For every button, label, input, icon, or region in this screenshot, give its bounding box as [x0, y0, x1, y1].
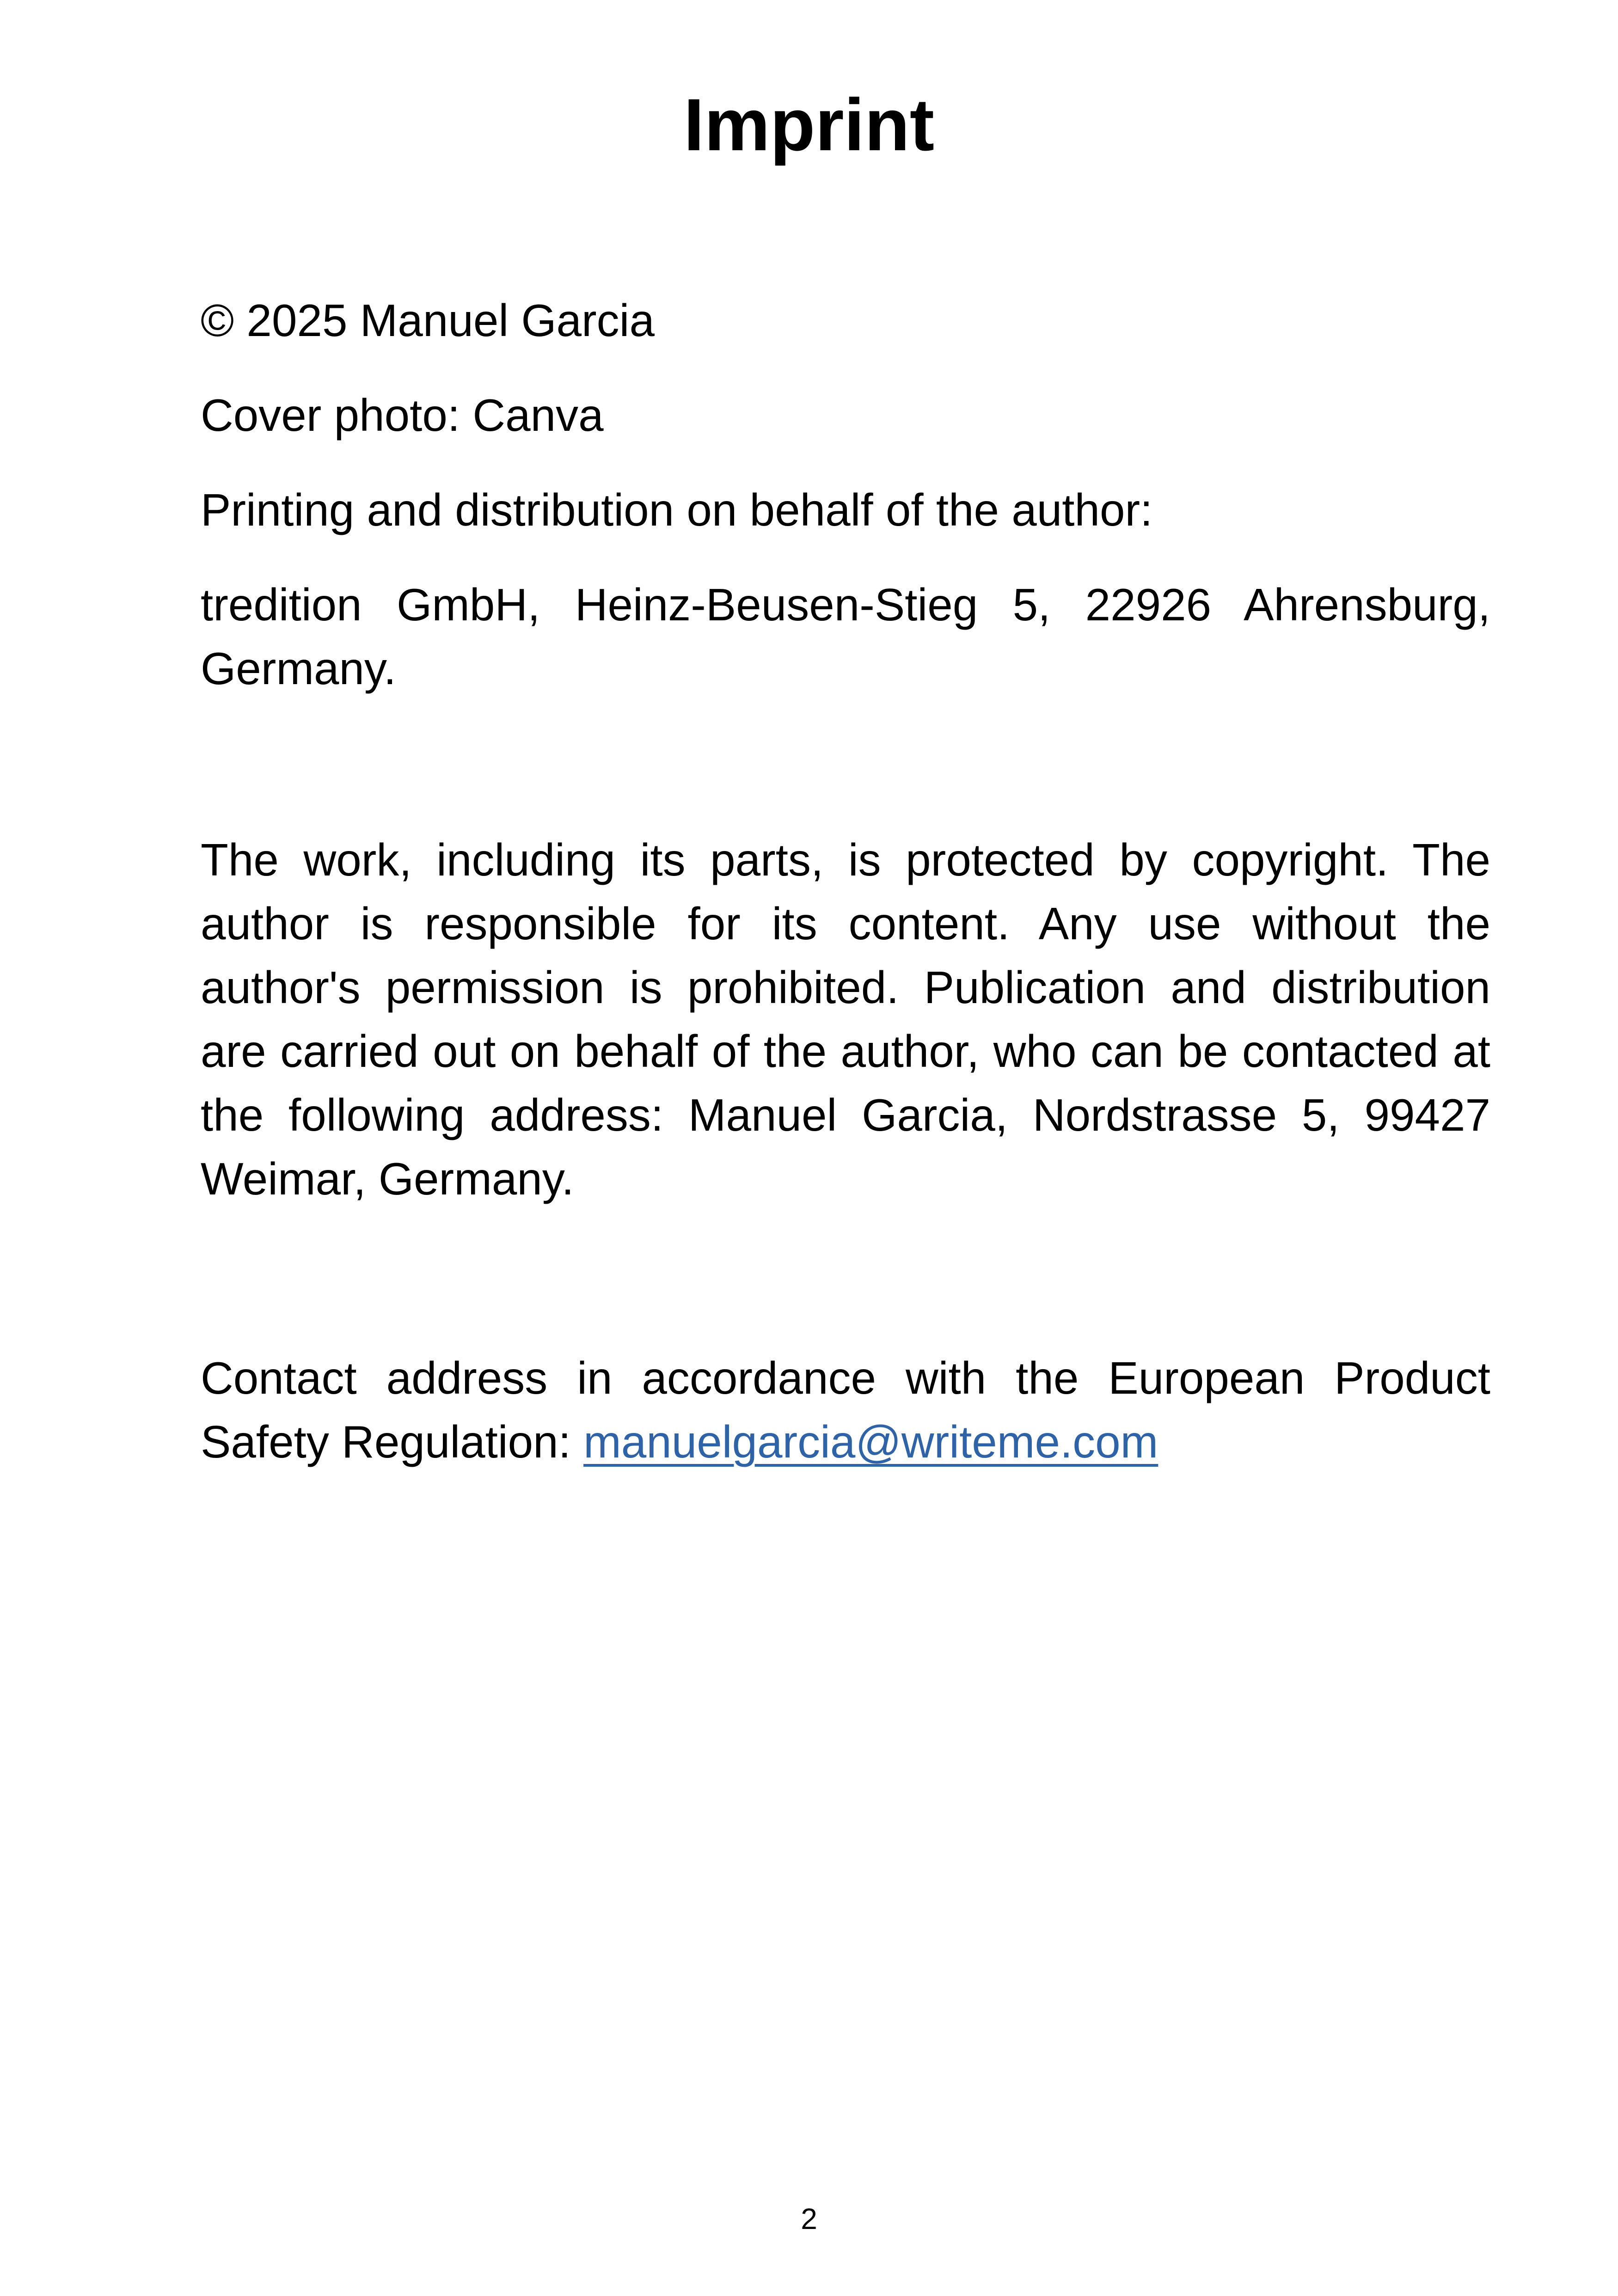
contact-email-link[interactable]: manuelgarcia@writeme.com: [583, 1416, 1158, 1467]
copyright-line: © 2025 Manuel Garcia: [201, 295, 655, 346]
page-title: Imprint: [683, 83, 935, 166]
cover-photo-credit: Cover photo: Canva: [201, 390, 604, 441]
contact-text: Contact address in accordance with the European Product Safety Regulation:: [201, 1353, 1490, 1467]
publisher-address: tredition GmbH, Heinz-Beusen-Stieg 5, 22926 Ahrensburg, Germany.: [201, 579, 1490, 694]
contact-paragraph: [201, 1346, 1490, 1474]
copyright-notice-paragraph: The work, including its parts, is protected by copyright. The author is responsible for its content. Any use without the author's permission is prohibited. Publication and distribution are carried out on behalf of the author, who can be contacted at the following address: Manuel Garcia, Nordstrasse 5, 99427 Weimar, Germany.: [201, 834, 1490, 1204]
page-number: 2: [801, 2202, 817, 2235]
printing-distribution-line: Printing and distribution on behalf of the author:: [201, 484, 1153, 535]
